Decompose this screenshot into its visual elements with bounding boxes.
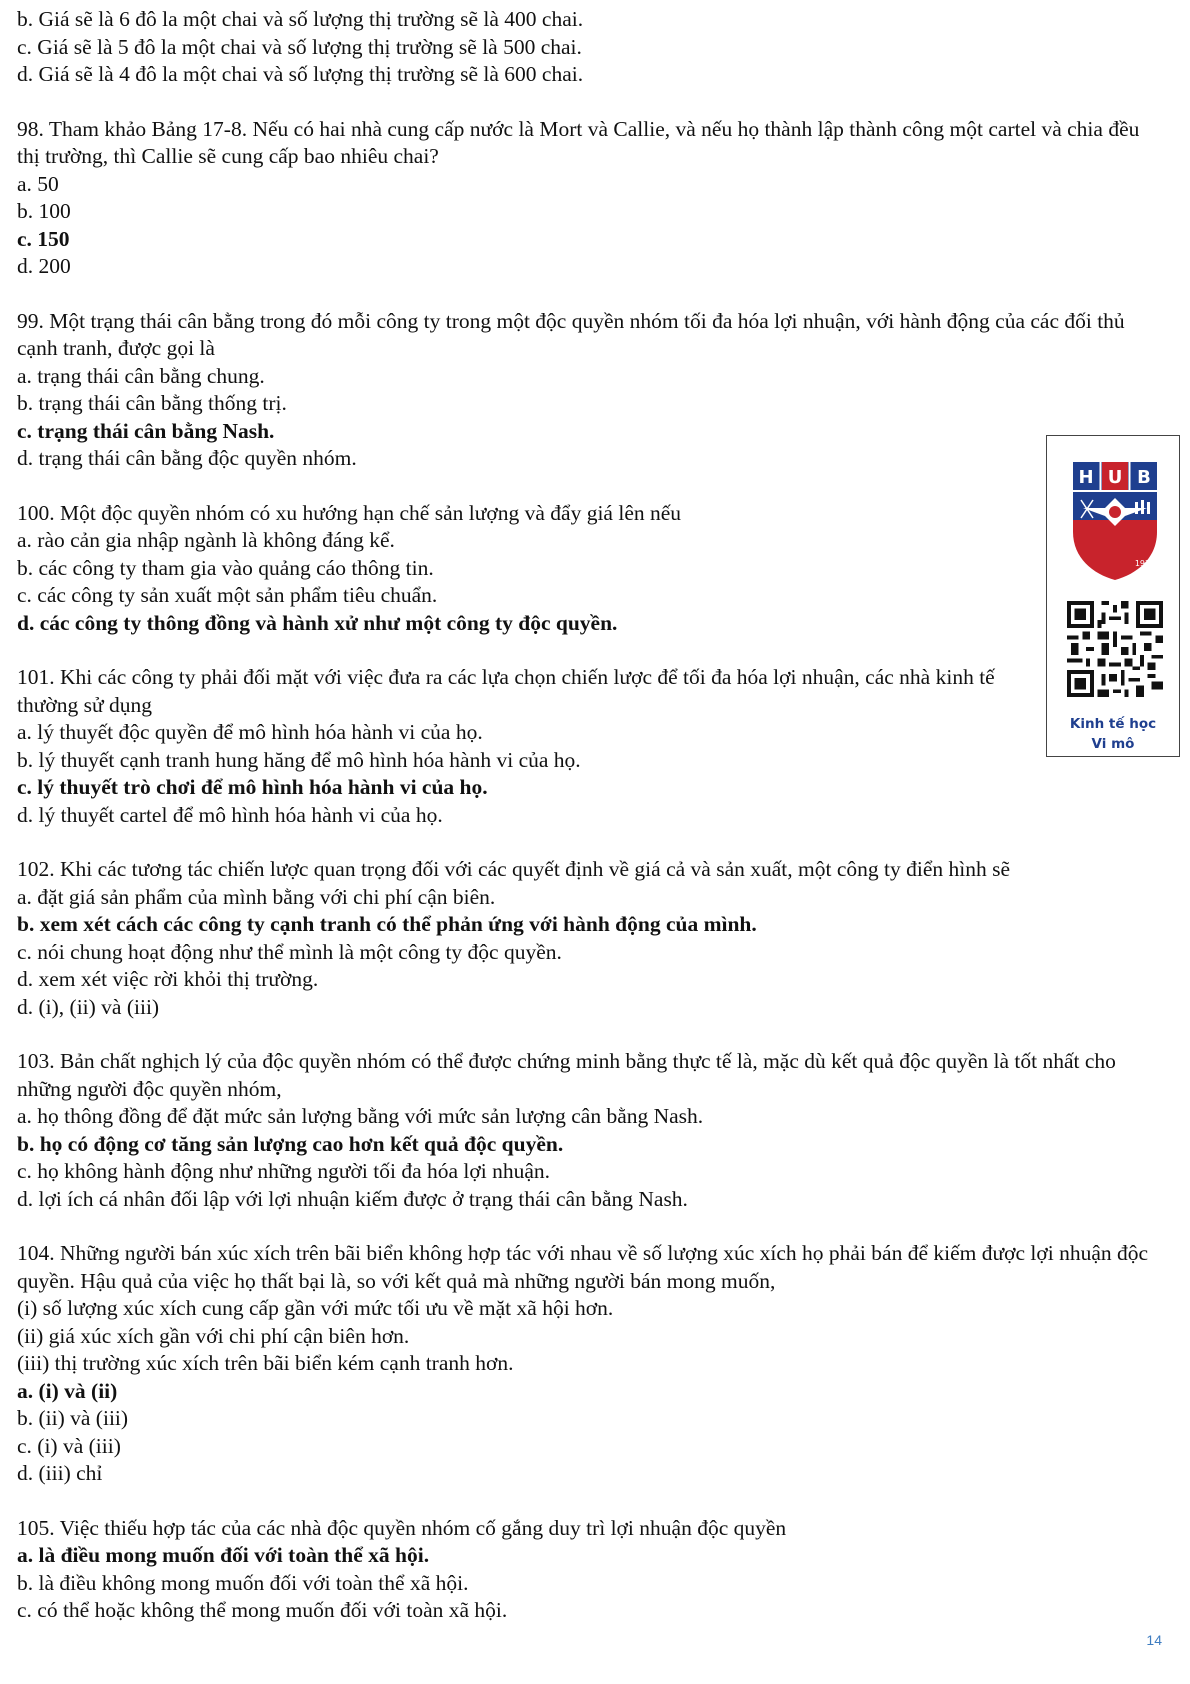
question-block [17,500,1177,638]
question-text: 102. Khi các tương tác chiến lược quan trọng đối với các quyết định về giá cả và sản xuất, một công ty điển hình sẽ [17,857,1010,881]
answer-option: b. các công ty tham gia vào quảng cáo thông tin. [17,555,434,580]
hub-letter-u: U [1107,467,1123,488]
question-text: 98. Tham khảo Bảng 17-8. Nếu có hai nhà cung cấp nước là Mort và Callie, và nếu họ thành lập thành công một cartel và chia đều thị trường, thì Callie sẽ cung cấp bao nhiêu chai? [17,116,1140,168]
answer-option: c. các công ty sản xuất một sản phẩm tiêu chuẩn. [17,583,438,607]
hub-badge [1046,435,1180,757]
badge-title-line1: Kinh tế học [1069,716,1157,732]
answer-option: b. lý thuyết cạnh tranh hung hăng để mô hình hóa hành vi của họ. [17,747,581,772]
answer-option: c. họ không hành động như những người tối đa hóa lợi nhuận. [17,1159,551,1183]
answer-option: b. (ii) và (iii) [17,1406,129,1430]
document-body [17,6,1177,1652]
answer-option: d. (iii) chỉ [17,1461,103,1485]
question-text: 104. Những người bán xúc xích trên bãi biển không hợp tác với nhau về số lượng xúc xích họ phải bán để kiếm được lợi nhuận độc quyền. Hậu quả của việc họ thất bại là, so với kết quả mà những người bán mong muốn, [17,1241,1149,1293]
question-block [17,856,1177,1021]
answer-option: (iii) thị trường xúc xích trên bãi biển kém cạnh tranh hơn. [17,1351,514,1375]
qr-code-icon [1067,601,1163,697]
answer-option: c. có thể hoặc không thể mong muốn đối với toàn xã hội. [17,1598,508,1622]
answer-option: c. nói chung hoạt động như thể mình là một công ty độc quyền. [17,939,562,964]
answer-option: d. trạng thái cân bằng độc quyền nhóm. [17,446,357,470]
answer-option-correct: c. 150 [17,226,70,251]
answer-option: d. (i), (ii) và (iii) [17,994,160,1019]
answer-option: d. xem xét việc rời khỏi thị trường. [17,967,319,991]
hub-letter-h: H [1078,467,1094,488]
answer-option-correct: c. lý thuyết trò chơi để mô hình hóa hành vi của họ. [17,775,488,799]
hub-letter-b: B [1137,467,1151,488]
badge-title-line2: Vi mô [1091,736,1135,752]
option-line: c. Giá sẽ là 5 đô la một chai và số lượng thị trường sẽ là 500 chai. [17,34,582,59]
hub-year: 1976 [1134,559,1156,568]
hub-shield-logo [1069,458,1161,583]
question-text: 99. Một trạng thái cân bằng trong đó mỗi công ty trong một độc quyền nhóm tối đa hóa lợi nhuận, với hành động của các đối thủ cạnh tranh, được gọi là [17,308,1125,360]
question-list [17,116,1177,1625]
question-text: 103. Bản chất nghịch lý của độc quyền nhóm có thể được chứng minh bằng thực tế là, mặc dù kết quả độc quyền là tốt nhất cho những người độc quyền nhóm, [17,1049,1116,1101]
option-line: d. Giá sẽ là 4 đô la một chai và số lượng thị trường sẽ là 600 chai. [17,62,584,86]
answer-option: c. (i) và (iii) [17,1433,121,1458]
question-block [17,664,1177,829]
question-block [17,1515,1177,1625]
answer-option-correct: a. (i) và (ii) [17,1378,118,1403]
answer-option: b. trạng thái cân bằng thống trị. [17,391,287,415]
question-block [17,1048,1177,1213]
top-options [17,6,1177,89]
answer-option-correct: a. là điều mong muốn đối với toàn thể xã hội. [17,1543,430,1567]
question-text: 101. Khi các công ty phải đối mặt với việc đưa ra các lựa chọn chiến lược để tối đa hóa lợi nhuận, các nhà kinh tế thường sử dụng [17,665,995,717]
answer-option-correct: c. trạng thái cân bằng Nash. [17,418,275,443]
answer-option: a. 50 [17,171,59,196]
page-number: 14 [1146,1632,1162,1648]
answer-option: b. là điều không mong muốn đối với toàn thể xã hội. [17,1570,469,1595]
answer-option: (ii) giá xúc xích gần với chi phí cận biên hơn. [17,1323,410,1348]
answer-option-correct: d. các công ty thông đồng và hành xử như một công ty độc quyền. [17,610,618,635]
answer-option: d. lý thuyết cartel để mô hình hóa hành vi của họ. [17,802,443,827]
option-line: b. Giá sẽ là 6 đô la một chai và số lượng thị trường sẽ là 400 chai. [17,7,584,31]
answer-option: a. đặt giá sản phẩm của mình bằng với chi phí cận biên. [17,884,496,909]
answer-option: a. rào cản gia nhập ngành là không đáng kể. [17,528,395,552]
answer-option: a. trạng thái cân bằng chung. [17,363,265,388]
question-block [17,1240,1177,1488]
answer-option: d. lợi ích cá nhân đối lập với lợi nhuận kiếm được ở trạng thái cân bằng Nash. [17,1186,688,1211]
answer-option: a. lý thuyết độc quyền để mô hình hóa hành vi của họ. [17,720,483,744]
question-block [17,116,1177,281]
question-block [17,308,1177,473]
answer-option: b. 100 [17,199,71,223]
question-text: 105. Việc thiếu hợp tác của các nhà độc quyền nhóm cố gắng duy trì lợi nhuận độc quyền [17,1515,787,1540]
answer-option: (i) số lượng xúc xích cung cấp gần với mức tối ưu về mặt xã hội hơn. [17,1296,614,1320]
answer-option-correct: b. xem xét cách các công ty cạnh tranh có thể phản ứng với hành động của mình. [17,912,757,936]
answer-option-correct: b. họ có động cơ tăng sản lượng cao hơn kết quả độc quyền. [17,1131,564,1156]
question-text: 100. Một độc quyền nhóm có xu hướng hạn chế sản lượng và đẩy giá lên nếu [17,500,682,525]
answer-option: d. 200 [17,254,71,278]
answer-option: a. họ thông đồng để đặt mức sản lượng bằng với mức sản lượng cân bằng Nash. [17,1104,704,1128]
